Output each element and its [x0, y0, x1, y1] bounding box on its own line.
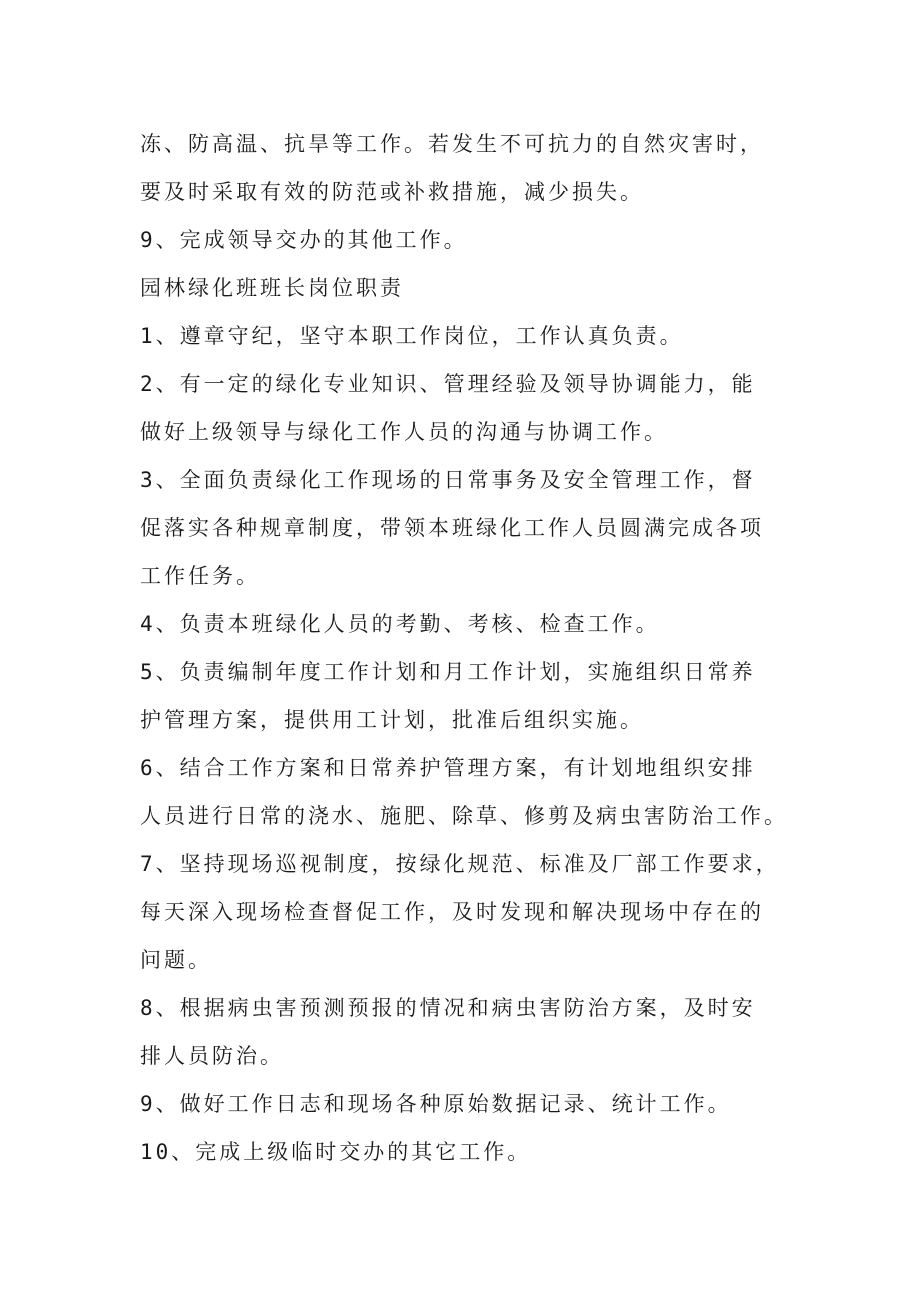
text-line: 人员进行日常的浇水、施肥、除草、修剪及病虫害防治工作。 [140, 804, 788, 828]
text-line: 每天深入现场检查督促工作，及时发现和解决现场中存在的 [140, 900, 764, 924]
document-body [140, 120, 800, 1176]
text-line: 护管理方案，提供用工计划，批准后组织实施。 [140, 708, 644, 732]
text-line: 8、根据病虫害预测预报的情况和病虫害防治方案，及时安 [140, 996, 756, 1020]
text-line: 9、完成领导交办的其他工作。 [140, 228, 468, 252]
section-heading: 园林绿化班班长岗位职责 [140, 276, 404, 300]
text-line: 工作任务。 [140, 564, 260, 588]
text-line: 9、做好工作日志和现场各种原始数据记录、统计工作。 [140, 1092, 732, 1116]
text-line: 排人员防治。 [140, 1044, 284, 1068]
text-line: 10、完成上级临时交办的其它工作。 [140, 1140, 532, 1164]
text-line: 6、结合工作方案和日常养护管理方案，有计划地组织安排 [140, 756, 756, 780]
text-line: 冻、防高温、抗旱等工作。若发生不可抗力的自然灾害时， [140, 132, 764, 156]
text-line: 3、全面负责绿化工作现场的日常事务及安全管理工作，督 [140, 468, 756, 492]
text-line: 问题。 [140, 948, 212, 972]
text-line: 做好上级领导与绿化工作人员的沟通与协调工作。 [140, 420, 668, 444]
text-line: 1、遵章守纪，坚守本职工作岗位，工作认真负责。 [140, 324, 684, 348]
text-line: 7、坚持现场巡视制度，按绿化规范、标准及厂部工作要求， [140, 852, 780, 876]
text-line: 4、负责本班绿化人员的考勤、考核、检查工作。 [140, 612, 660, 636]
text-line: 促落实各种规章制度，带领本班绿化工作人员圆满完成各项 [140, 516, 764, 540]
text-line: 要及时采取有效的防范或补救措施，减少损失。 [140, 180, 644, 204]
text-line: 5、负责编制年度工作计划和月工作计划，实施组织日常养 [140, 660, 756, 684]
text-line: 2、有一定的绿化专业知识、管理经验及领导协调能力，能 [140, 372, 756, 396]
